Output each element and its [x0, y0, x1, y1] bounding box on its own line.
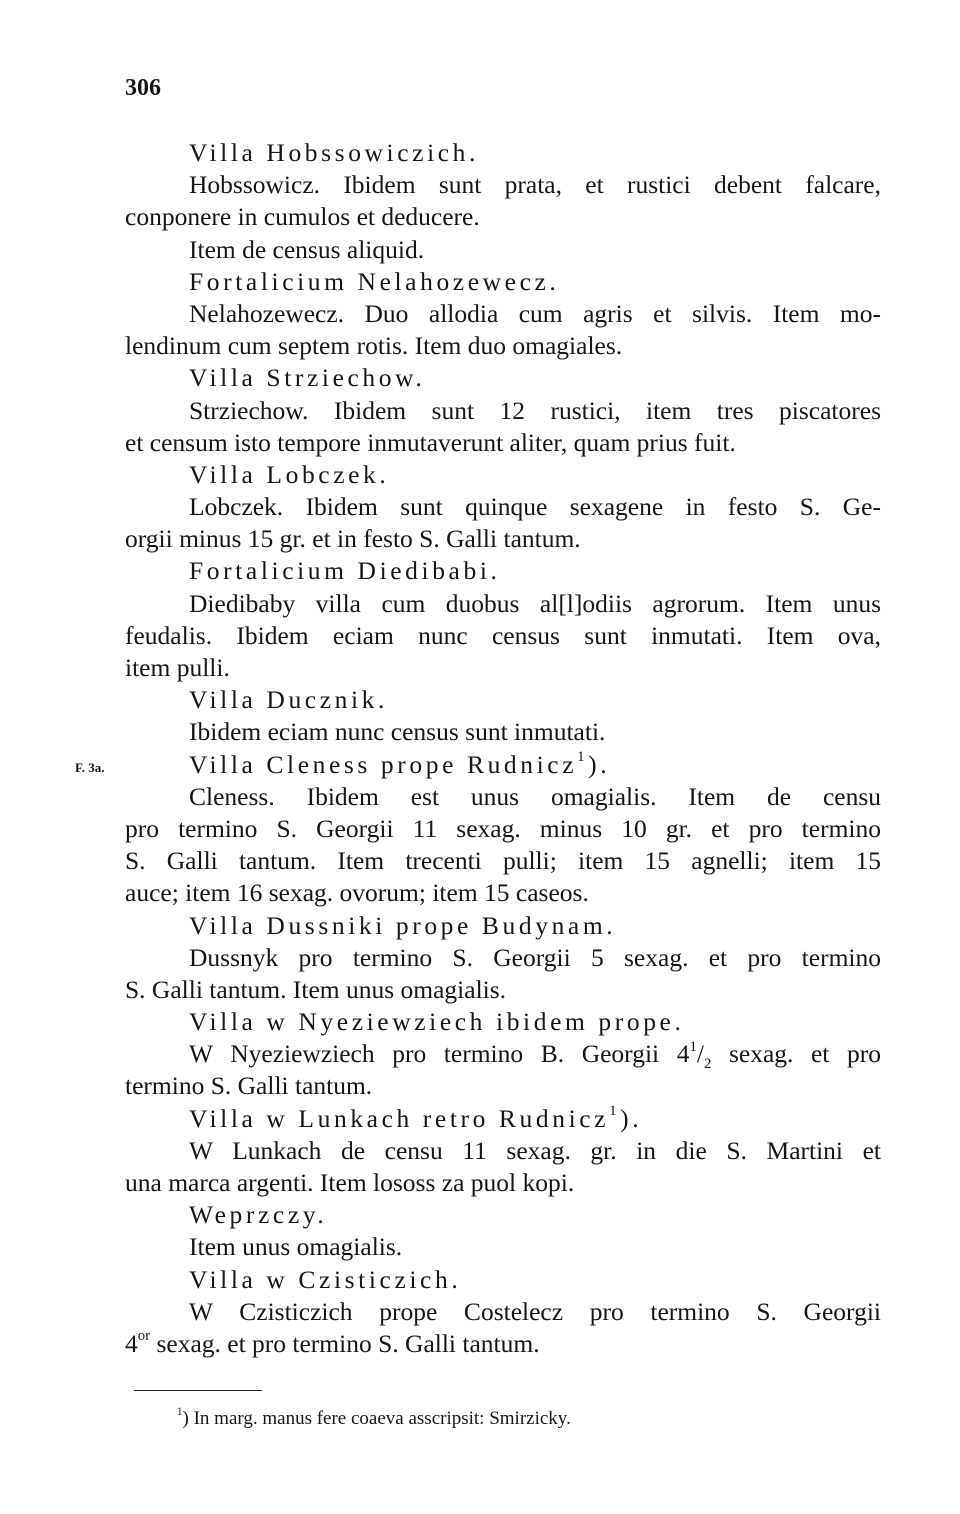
paragraph-line: [125, 1070, 881, 1102]
line-text: Dussnyk pro termino S. Georgii 5 sexag. et pro termino: [189, 942, 881, 972]
margin-folio-note: F. 3a.: [75, 760, 105, 775]
line-text: una marca argenti. Item lososs za puol kopi.: [125, 1168, 575, 1197]
line-text: Strziechow. Ibidem sunt 12 rustici, item tres piscatores: [189, 395, 881, 425]
paragraph-line: [125, 1296, 881, 1328]
footnote-text: ) In marg. manus fere coaeva asscripsit: Smirzicky.: [182, 1408, 571, 1429]
line-text: Weprzczy.: [189, 1200, 328, 1230]
footnote-divider: [134, 1390, 262, 1391]
line-text-tail: ).: [620, 1103, 643, 1133]
footnote-marker: 1: [177, 1406, 183, 1419]
section-heading: [125, 459, 881, 491]
paragraph-line: [125, 813, 881, 845]
paragraph-line: [125, 491, 881, 523]
line-text: 4: [125, 1328, 138, 1358]
line-text: et censum isto tempore inmutaverunt aliter, quam prius fuit.: [125, 427, 736, 457]
paragraph-line: [125, 620, 881, 652]
paragraph-line: [125, 1167, 881, 1199]
paragraph-line: [125, 169, 881, 201]
section-heading: [125, 1199, 881, 1231]
paragraph-line: [125, 588, 881, 620]
section-heading: [125, 1006, 881, 1038]
paragraph-line: [125, 1328, 881, 1360]
paragraph-line: [125, 974, 881, 1006]
paragraph-line: [125, 845, 881, 877]
line-text-tail: ).: [588, 749, 611, 779]
line-text: lendinum cum septem rotis. Item duo omagiales.: [125, 331, 623, 361]
fraction-slash: /: [696, 1039, 704, 1069]
paragraph-line: [125, 942, 881, 974]
paragraph-line: [125, 330, 881, 362]
section-heading: [125, 749, 881, 781]
line-text: orgii minus 15 gr. et in festo S. Galli tantum.: [125, 524, 581, 554]
line-text: Villa w Lunkach retro Rudnicz: [189, 1103, 610, 1133]
line-text-tail: sexag. et pro: [711, 1039, 881, 1069]
footnote: [177, 1408, 571, 1430]
section-heading: [125, 910, 881, 942]
line-text: Lobczek. Ibidem sunt quinque sexagene in festo S. Ge-: [189, 492, 881, 522]
line-text: Cleness. Ibidem est unus omagialis. Item de censu: [189, 781, 881, 811]
section-heading: [125, 266, 881, 298]
section-heading: [125, 555, 881, 587]
section-heading: [125, 362, 881, 394]
line-text: W Czisticzich prope Costelecz pro termino S. Georgii: [189, 1296, 881, 1326]
page-number: 306: [125, 75, 161, 101]
subscript: 2: [703, 1056, 712, 1073]
line-text: Nelahozewecz. Duo allodia cum agris et silvis. Item mo-: [189, 298, 881, 328]
superscript: 1: [577, 748, 589, 765]
line-text: Diedibaby villa cum duobus al[l]odiis agrorum. Item unus: [189, 588, 881, 618]
section-heading: [125, 1264, 881, 1296]
line-text: auce; item 16 sexag. ovorum; item 15 caseos.: [125, 878, 589, 908]
line-text: S. Galli tantum. Item trecenti pulli; item 15 agnelli; item 15: [125, 846, 881, 876]
line-text: Item unus omagialis.: [189, 1232, 403, 1262]
line-text: conponere in cumulos et deducere.: [125, 202, 480, 232]
line-text: Villa Dussniki prope Budynam.: [189, 910, 617, 940]
line-text: S. Galli tantum. Item unus omagialis.: [125, 974, 507, 1004]
line-text: Villa Strziechow.: [189, 363, 426, 393]
line-text: Item de census aliquid.: [189, 234, 425, 264]
section-heading: [125, 137, 881, 169]
line-text: Villa Ducznik.: [189, 685, 388, 715]
line-text: Hobssowicz. Ibidem sunt prata, et rustici debent falcare,: [189, 170, 881, 200]
paragraph-line: [125, 523, 881, 555]
section-heading: [125, 1103, 881, 1135]
line-text: Villa Lobczek.: [189, 459, 390, 489]
line-text-tail: sexag. et pro termino S. Galli tantum.: [150, 1328, 540, 1358]
line-text: Villa Cleness prope Rudnicz: [189, 749, 578, 779]
line-text: item pulli.: [125, 653, 230, 682]
page-body: [125, 137, 881, 1360]
paragraph-line: [125, 652, 881, 684]
line-text: W Nyeziewziech pro termino B. Georgii 4: [189, 1039, 690, 1069]
paragraph-line: [125, 1135, 881, 1167]
paragraph-line: [125, 201, 881, 233]
paragraph-line: [125, 877, 881, 909]
line-text: Ibidem eciam nunc census sunt inmutati.: [189, 717, 606, 747]
line-text: Villa Hobssowiczich.: [189, 138, 480, 167]
paragraph-line: [125, 427, 881, 459]
paragraph-line: [125, 781, 881, 813]
superscript: 1: [609, 1102, 621, 1119]
line-text: termino S. Galli tantum.: [125, 1071, 373, 1101]
line-text: pro termino S. Georgii 11 sexag. minus 10 gr. et pro termino: [125, 813, 881, 843]
paragraph-line: [125, 1038, 881, 1073]
paragraph-line: [125, 234, 881, 266]
paragraph-line: [125, 1231, 881, 1263]
line-text: Fortalicium Diedibabi.: [189, 556, 501, 586]
line-text: Fortalicium Nelahozewecz.: [189, 266, 560, 296]
line-text: Villa w Nyeziewziech ibidem prope.: [189, 1007, 685, 1037]
line-text: feudalis. Ibidem eciam nunc census sunt inmutati. Item ova,: [125, 620, 881, 650]
superscript: 1: [689, 1038, 697, 1055]
line-text: Villa w Czisticzich.: [189, 1264, 462, 1294]
line-text: W Lunkach de censu 11 sexag. gr. in die S. Martini et: [189, 1135, 881, 1165]
paragraph-line: [125, 716, 881, 748]
section-heading: [125, 684, 881, 716]
paragraph-line: [125, 395, 881, 427]
superscript: or: [137, 1328, 151, 1345]
paragraph-line: [125, 298, 881, 330]
